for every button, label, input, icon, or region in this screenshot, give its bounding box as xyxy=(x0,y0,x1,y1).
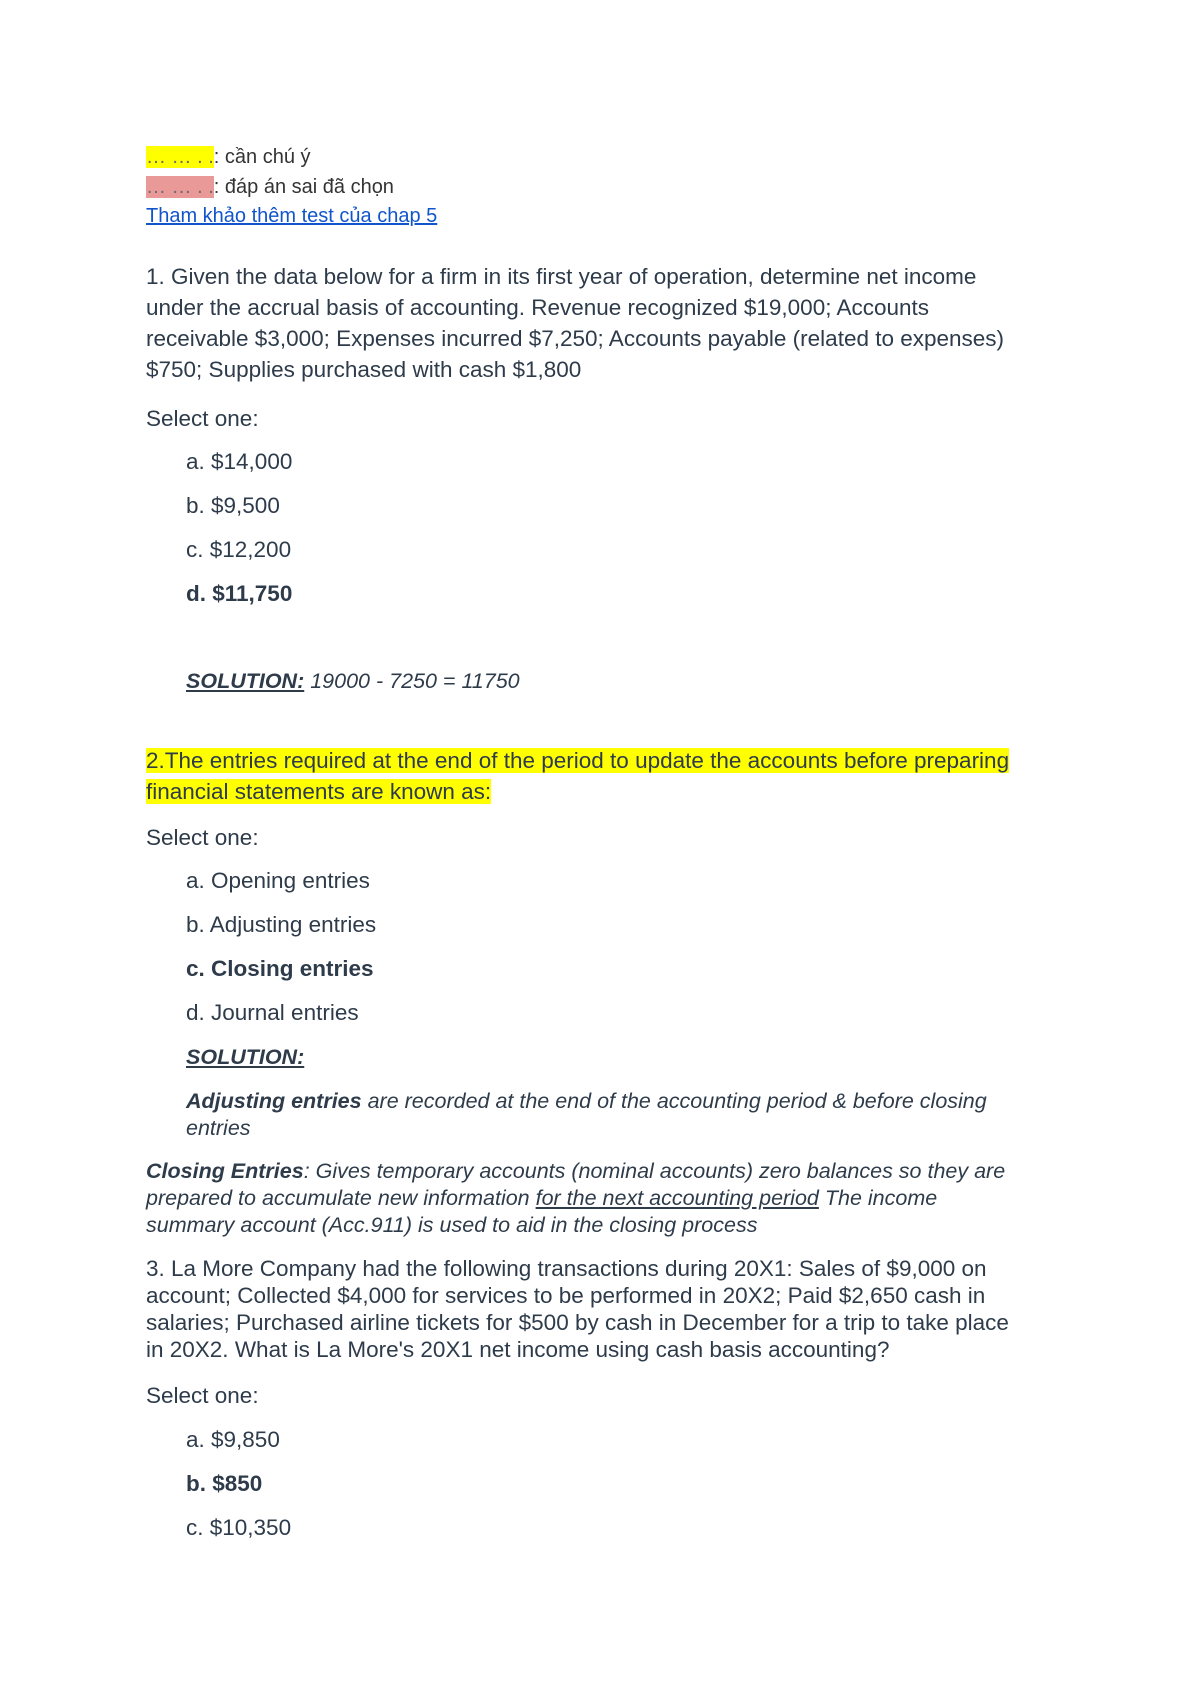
question-2-line: financial statements are known as: xyxy=(146,779,492,804)
q3-option-c[interactable]: c. $10,350 xyxy=(186,1515,292,1540)
legend-wrong-text: : đáp án sai đã chọn xyxy=(213,176,394,198)
solution-label: SOLUTION: xyxy=(186,1045,305,1069)
q2-option-a[interactable]: a. Opening entries xyxy=(186,868,370,893)
chapter-5-test-link[interactable]: Tham khảo thêm test của chap 5 xyxy=(146,205,438,227)
question-1-line: $750; Supplies purchased with cash $1,800 xyxy=(146,357,582,382)
closing-entries-definition: : Gives temporary accounts (nominal accounts) zero balances so they are xyxy=(303,1159,1006,1183)
select-one-label: Select one: xyxy=(146,406,259,431)
question-3-line: salaries; Purchased airline tickets for $500 by cash in December for a trip to take place xyxy=(146,1310,1009,1335)
question-3-line: 3. La More Company had the following transactions during 20X1: Sales of $9,000 on xyxy=(146,1256,987,1281)
adjusting-entries-definition: are recorded at the end of the accounting period & before closing xyxy=(361,1089,987,1113)
question-1-line: under the accrual basis of accounting. Revenue recognized $19,000; Accounts xyxy=(146,295,930,320)
select-one-label: Select one: xyxy=(146,825,259,850)
red-marker: … … . . xyxy=(146,176,214,198)
adjusting-entries-definition-cont: entries xyxy=(186,1116,251,1140)
q2-option-c[interactable]: c. Closing entries xyxy=(186,956,374,981)
select-one-label: Select one: xyxy=(146,1383,259,1408)
q1-solution-text: 19000 - 7250 = 11750 xyxy=(304,669,520,693)
q1-option-d[interactable]: d. $11,750 xyxy=(186,581,293,606)
legend-wrong-answer xyxy=(146,176,394,199)
adjusting-entries-term: Adjusting entries xyxy=(186,1089,362,1113)
q1-option-c[interactable]: c. $12,200 xyxy=(186,537,292,562)
q1-option-a[interactable]: a. $14,000 xyxy=(186,449,293,474)
yellow-marker: … … . . xyxy=(146,146,214,168)
closing-entries-definition-cont3: summary account (Acc.911) is used to aid in the closing process xyxy=(146,1213,758,1237)
q1-solution xyxy=(186,668,520,695)
question-3-line: account; Collected $4,000 for services to be performed in 20X2; Paid $2,650 cash in xyxy=(146,1283,986,1308)
question-1-line: 1. Given the data below for a firm in its first year of operation, determine net income xyxy=(146,264,977,289)
legend-attention xyxy=(146,146,311,169)
q2-solution-closing xyxy=(146,1158,1005,1239)
q2-option-b[interactable]: b. Adjusting entries xyxy=(186,912,377,937)
q2-option-d[interactable]: d. Journal entries xyxy=(186,1000,359,1025)
question-3 xyxy=(146,1255,1009,1363)
question-2 xyxy=(146,745,1009,807)
closing-entries-definition-cont: prepared to accumulate new information xyxy=(146,1186,536,1210)
q2-solution-adjusting xyxy=(186,1088,987,1142)
question-2-line: 2.The entries required at the end of the period to update the accounts before preparing xyxy=(146,748,1010,773)
question-1-line: receivable $3,000; Expenses incurred $7,250; Accounts payable (related to expenses) xyxy=(146,326,1005,351)
question-3-line: in 20X2. What is La More's 20X1 net income using cash basis accounting? xyxy=(146,1337,890,1362)
next-period-underlined: for the next accounting period xyxy=(535,1186,819,1210)
closing-entries-term: Closing Entries xyxy=(146,1159,304,1183)
closing-entries-definition-cont2: The income xyxy=(818,1186,938,1210)
q3-option-a[interactable]: a. $9,850 xyxy=(186,1427,280,1452)
q3-option-b[interactable]: b. $850 xyxy=(186,1471,263,1496)
solution-label: SOLUTION: xyxy=(186,669,305,693)
q1-option-b[interactable]: b. $9,500 xyxy=(186,493,280,518)
question-1 xyxy=(146,261,1004,385)
legend-attention-text: : cần chú ý xyxy=(213,146,311,168)
q2-solution-label xyxy=(186,1044,304,1071)
